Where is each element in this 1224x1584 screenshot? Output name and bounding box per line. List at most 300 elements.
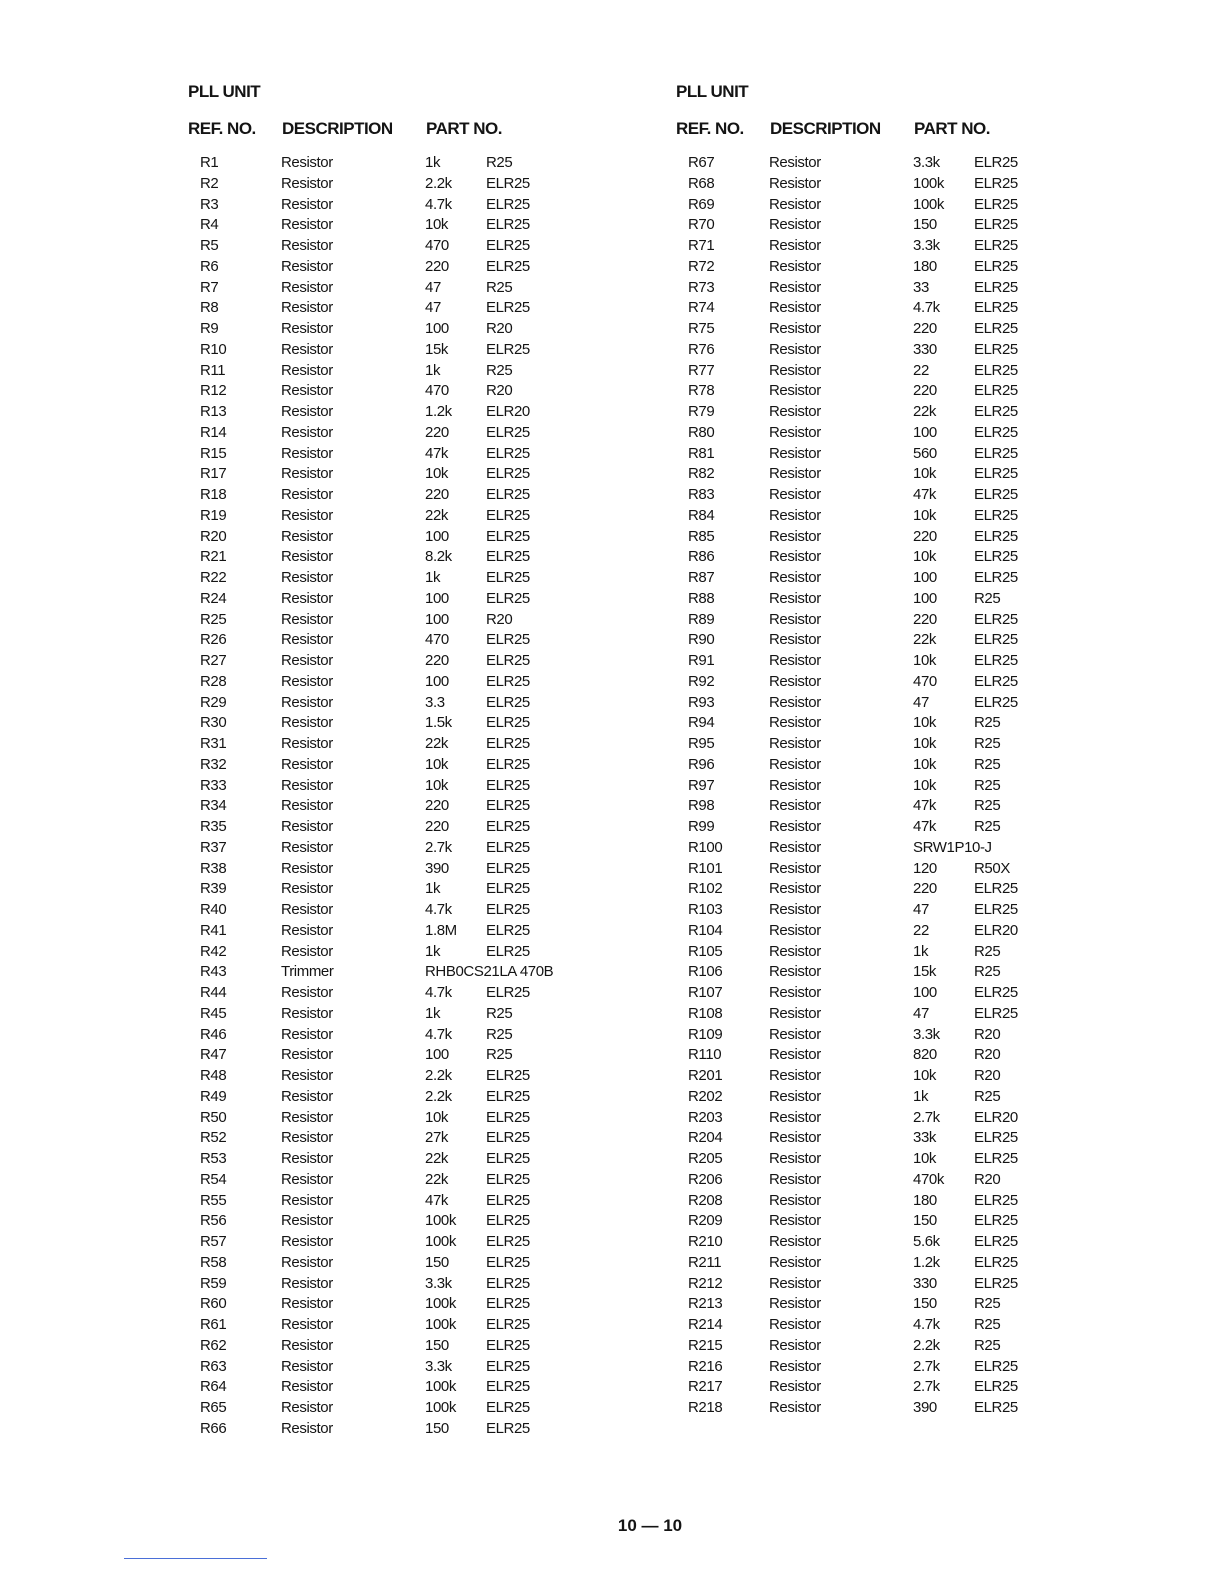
- part-row: [676, 983, 1076, 1004]
- part-no: R20: [486, 382, 513, 400]
- part-no: ELR25: [974, 1274, 1018, 1292]
- value: 47k: [425, 444, 448, 462]
- ref-no: R80: [688, 423, 715, 441]
- value: 330: [913, 1274, 937, 1292]
- ref-no: R76: [688, 340, 715, 358]
- description: Resistor: [769, 1253, 821, 1271]
- part-no: ELR25: [486, 838, 530, 856]
- value: 220: [425, 423, 449, 441]
- value: 220: [425, 818, 449, 835]
- part-row: [188, 485, 588, 506]
- part-no: ELR20: [486, 403, 530, 420]
- part-no: ELR25: [486, 299, 530, 317]
- ref-no: R15: [200, 444, 227, 462]
- ref-no: R41: [200, 921, 227, 939]
- value: 10k: [913, 735, 936, 752]
- part-row: [188, 319, 588, 340]
- part-no: R20: [974, 1046, 1001, 1064]
- value: 100: [913, 984, 937, 1001]
- part-no: R25: [974, 589, 1001, 607]
- value: 120: [913, 859, 937, 877]
- part-no: ELR25: [974, 693, 1018, 711]
- description: Resistor: [769, 1025, 821, 1043]
- part-no: ELR25: [974, 278, 1018, 296]
- part-no: ELR25: [486, 1150, 530, 1167]
- part-no: R25: [974, 776, 1001, 794]
- value: 15k: [425, 340, 448, 358]
- description: Resistor: [769, 880, 821, 898]
- ref-no: R38: [200, 859, 227, 877]
- part-row: [676, 1211, 1076, 1232]
- part-no: ELR25: [974, 1233, 1018, 1250]
- part-no: ELR25: [974, 174, 1018, 192]
- ref-no: R107: [688, 984, 723, 1001]
- part-row: [676, 859, 1076, 880]
- value: 470: [425, 237, 449, 254]
- ref-no: R97: [688, 776, 715, 794]
- ref-no: R43: [200, 963, 227, 981]
- part-no: ELR25: [974, 569, 1018, 586]
- description: Resistor: [769, 901, 821, 918]
- ref-no: R94: [688, 714, 715, 732]
- part-no: R20: [486, 610, 513, 628]
- ref-no: R42: [200, 942, 227, 960]
- part-row: [188, 278, 588, 299]
- value: 220: [913, 320, 937, 337]
- description: Trimmer: [281, 963, 334, 981]
- part-row: [188, 713, 588, 734]
- description: Resistor: [281, 340, 333, 358]
- description: Resistor: [769, 672, 821, 690]
- value: 22k: [425, 735, 448, 752]
- ref-no: R20: [200, 527, 227, 545]
- part-no: ELR25: [486, 340, 530, 358]
- description: Resistor: [281, 257, 333, 275]
- ref-no: R45: [200, 1004, 227, 1022]
- ref-no: R37: [200, 838, 227, 856]
- part-row: [676, 734, 1076, 755]
- description: Resistor: [769, 1399, 821, 1416]
- part-no: ELR25: [974, 901, 1018, 918]
- ref-no: R209: [688, 1212, 723, 1230]
- part-no: ELR25: [486, 1108, 530, 1126]
- description: Resistor: [769, 320, 821, 337]
- part-no: ELR25: [486, 527, 530, 545]
- part-no: R25: [974, 818, 1001, 835]
- part-row: [188, 1357, 588, 1378]
- ref-no: R81: [688, 444, 715, 462]
- description: Resistor: [281, 1212, 333, 1230]
- ref-no: R68: [688, 174, 715, 192]
- description: Resistor: [769, 818, 821, 835]
- part-row: [676, 838, 1076, 859]
- part-no: ELR20: [974, 1108, 1018, 1126]
- ref-no: R26: [200, 631, 227, 649]
- part-no: ELR25: [974, 195, 1018, 213]
- part-no: R20: [974, 1170, 1001, 1188]
- ref-no: R55: [200, 1191, 227, 1209]
- part-row: [676, 527, 1076, 548]
- ref-no: R92: [688, 672, 715, 690]
- part-row: [188, 298, 588, 319]
- ref-no: R78: [688, 382, 715, 400]
- value: 3.3k: [425, 1274, 452, 1292]
- part-no: ELR25: [486, 1087, 530, 1105]
- value: 330: [913, 340, 937, 358]
- part-no: R25: [486, 1004, 513, 1022]
- part-row: [188, 755, 588, 776]
- part-row: [676, 423, 1076, 444]
- description: Resistor: [281, 1233, 333, 1250]
- ref-no: R6: [200, 257, 219, 275]
- value: 4.7k: [425, 901, 452, 918]
- value: 1k: [425, 1004, 441, 1022]
- value: 100: [913, 589, 937, 607]
- value: 220: [913, 610, 937, 628]
- description: Resistor: [769, 735, 821, 752]
- value: 22k: [913, 403, 936, 420]
- part-row: [188, 1398, 588, 1419]
- ref-no: R31: [200, 735, 227, 752]
- part-row: [188, 630, 588, 651]
- part-no: ELR25: [486, 1399, 530, 1416]
- description: Resistor: [281, 818, 333, 835]
- ref-no: R56: [200, 1212, 227, 1230]
- ref-no: R2: [200, 174, 219, 192]
- ref-no: R63: [200, 1357, 227, 1375]
- value: 22k: [425, 1150, 448, 1167]
- description: Resistor: [769, 1046, 821, 1064]
- description: Resistor: [281, 403, 333, 420]
- ref-no: R100: [688, 838, 723, 856]
- description: Resistor: [281, 154, 333, 171]
- description: Resistor: [281, 1274, 333, 1292]
- value: 10k: [913, 1067, 936, 1084]
- value: 180: [913, 1191, 937, 1209]
- ref-no: R32: [200, 755, 227, 773]
- part-no: R25: [974, 755, 1001, 773]
- ref-no: R205: [688, 1150, 723, 1167]
- ref-no: R13: [200, 403, 227, 420]
- value: 150: [913, 1295, 937, 1313]
- description: Resistor: [769, 527, 821, 545]
- part-row: [676, 1045, 1076, 1066]
- part-row: [676, 361, 1076, 382]
- ref-no: R72: [688, 257, 715, 275]
- ref-no: R88: [688, 589, 715, 607]
- value: 100: [425, 1046, 449, 1064]
- part-row: [188, 1149, 588, 1170]
- description: Resistor: [281, 1150, 333, 1167]
- value: 1k: [913, 1087, 929, 1105]
- part-row: [188, 174, 588, 195]
- value: 100k: [913, 174, 944, 192]
- part-row: [188, 1170, 588, 1191]
- value: 470: [913, 672, 937, 690]
- description: Resistor: [769, 403, 821, 420]
- part-row: [188, 817, 588, 838]
- part-no: ELR25: [974, 320, 1018, 337]
- ref-no: R206: [688, 1170, 723, 1188]
- part-no: ELR25: [486, 1357, 530, 1375]
- header-part-no: PART NO.: [426, 119, 502, 138]
- value: 100: [425, 672, 449, 690]
- ref-no: R216: [688, 1357, 723, 1375]
- part-row: [676, 1170, 1076, 1191]
- ref-no: R99: [688, 818, 715, 835]
- part-row: [188, 921, 588, 942]
- value: 150: [913, 216, 937, 234]
- part-row: [188, 879, 588, 900]
- part-row: [676, 921, 1076, 942]
- part-no: ELR25: [486, 465, 530, 483]
- value: 4.7k: [425, 984, 452, 1001]
- part-row: [188, 962, 588, 983]
- description: Resistor: [281, 1295, 333, 1313]
- description: Resistor: [281, 465, 333, 483]
- description: Resistor: [769, 1108, 821, 1126]
- ref-no: R39: [200, 880, 227, 898]
- part-row: [676, 381, 1076, 402]
- description: Resistor: [281, 1067, 333, 1084]
- value: 10k: [425, 755, 448, 773]
- part-no: ELR25: [974, 1378, 1018, 1396]
- ref-no: R105: [688, 942, 723, 960]
- part-row: [188, 1045, 588, 1066]
- description: Resistor: [281, 299, 333, 317]
- part-no: R20: [974, 1067, 1001, 1084]
- part-row: [188, 838, 588, 859]
- description: Resistor: [769, 755, 821, 773]
- part-no: R25: [974, 942, 1001, 960]
- part-row: [676, 153, 1076, 174]
- part-row: [676, 962, 1076, 983]
- description: Resistor: [281, 1336, 333, 1354]
- value: 15k: [913, 963, 936, 981]
- value: 10k: [913, 548, 936, 566]
- description: Resistor: [281, 735, 333, 752]
- part-no: ELR25: [486, 1233, 530, 1250]
- value: 220: [425, 652, 449, 669]
- description: Resistor: [769, 1087, 821, 1105]
- description: Resistor: [281, 237, 333, 254]
- description: Resistor: [769, 652, 821, 669]
- parts-list-right: [676, 78, 1076, 1419]
- part-row: [676, 464, 1076, 485]
- description: Resistor: [281, 1129, 333, 1147]
- part-row: [188, 589, 588, 610]
- parts-list-left: [188, 78, 588, 1440]
- ref-no: R12: [200, 382, 227, 400]
- description: Resistor: [281, 901, 333, 918]
- ref-no: R54: [200, 1170, 227, 1188]
- value: 2.2k: [425, 174, 452, 192]
- part-row: [676, 1149, 1076, 1170]
- ref-no: R67: [688, 154, 715, 171]
- description: Resistor: [281, 880, 333, 898]
- value: 2.7k: [425, 838, 452, 856]
- part-no: ELR25: [486, 1253, 530, 1271]
- ref-no: R108: [688, 1004, 723, 1022]
- description: Resistor: [769, 423, 821, 441]
- ref-no: R204: [688, 1129, 723, 1147]
- value: 390: [913, 1399, 937, 1416]
- value: 10k: [425, 776, 448, 794]
- ref-no: R110: [688, 1046, 722, 1064]
- description: Resistor: [769, 548, 821, 566]
- part-row: [188, 1294, 588, 1315]
- part-no: ELR25: [486, 776, 530, 794]
- part-no: R20: [974, 1025, 1001, 1043]
- part-no: ELR25: [486, 1336, 530, 1354]
- part-row: [676, 1336, 1076, 1357]
- value: 470: [425, 631, 449, 649]
- value: 4.7k: [425, 1025, 452, 1043]
- description: Resistor: [769, 486, 821, 503]
- value: 820: [913, 1046, 937, 1064]
- value: 4.7k: [913, 1316, 940, 1333]
- ref-no: R14: [200, 423, 227, 441]
- description: Resistor: [769, 299, 821, 317]
- description: Resistor: [281, 569, 333, 586]
- value: 390: [425, 859, 449, 877]
- part-no: R25: [974, 1087, 1001, 1105]
- value: 10k: [913, 465, 936, 483]
- value: 100k: [425, 1316, 456, 1333]
- page-number: 10 — 10: [617, 1516, 683, 1535]
- value: 100k: [425, 1212, 456, 1230]
- description: Resistor: [769, 797, 821, 815]
- part-row: [188, 423, 588, 444]
- part-no: ELR25: [486, 257, 530, 275]
- description: Resistor: [281, 382, 333, 400]
- description: Resistor: [769, 1004, 821, 1022]
- ref-no: R86: [688, 548, 715, 566]
- ref-no: R7: [200, 278, 219, 296]
- value: 150: [913, 1212, 937, 1230]
- value: 100: [425, 589, 449, 607]
- part-row: [188, 1191, 588, 1212]
- part-row: [188, 651, 588, 672]
- description: Resistor: [769, 589, 821, 607]
- value: 22k: [913, 631, 936, 649]
- ref-no: R109: [688, 1025, 723, 1043]
- description: Resistor: [281, 1357, 333, 1375]
- part-row: [188, 340, 588, 361]
- value: 33: [913, 278, 929, 296]
- ref-no: R66: [200, 1419, 227, 1437]
- description: Resistor: [769, 154, 821, 171]
- description: Resistor: [281, 444, 333, 462]
- part-no: ELR25: [486, 1191, 530, 1209]
- part-no: R25: [974, 797, 1001, 815]
- part-no: ELR25: [486, 1212, 530, 1230]
- ref-no: R5: [200, 237, 219, 254]
- part-no: ELR25: [974, 880, 1018, 898]
- part-no: ELR25: [486, 652, 530, 669]
- description: Resistor: [281, 589, 333, 607]
- part-no: ELR25: [486, 444, 530, 462]
- part-row: [676, 568, 1076, 589]
- description: Resistor: [281, 859, 333, 877]
- description: Resistor: [769, 174, 821, 192]
- part-row: [676, 900, 1076, 921]
- part-row: [676, 174, 1076, 195]
- description: Resistor: [769, 361, 821, 379]
- value: 150: [425, 1253, 449, 1271]
- ref-no: R17: [200, 465, 227, 483]
- part-no: R25: [486, 361, 513, 379]
- value: 10k: [913, 652, 936, 669]
- part-no: ELR25: [486, 589, 530, 607]
- ref-no: R21: [200, 548, 227, 566]
- part-row: [188, 444, 588, 465]
- header-ref-no: REF. NO.: [188, 119, 256, 138]
- value: 33k: [913, 1129, 936, 1147]
- ref-no: R27: [200, 652, 227, 669]
- description: Resistor: [281, 361, 333, 379]
- part-no: ELR25: [486, 237, 530, 254]
- part-row: [188, 215, 588, 236]
- column-headers: [676, 115, 1076, 143]
- description: Resistor: [769, 714, 821, 732]
- value: 1k: [425, 942, 441, 960]
- part-row: [188, 195, 588, 216]
- ref-no: R8: [200, 299, 219, 317]
- ref-no: R40: [200, 901, 227, 918]
- value: 220: [913, 880, 937, 898]
- description: Resistor: [769, 278, 821, 296]
- part-row: [676, 485, 1076, 506]
- description: Resistor: [769, 1295, 821, 1313]
- ref-no: R217: [688, 1378, 723, 1396]
- part-no: ELR25: [486, 216, 530, 234]
- value: 220: [425, 486, 449, 503]
- ref-no: R49: [200, 1087, 227, 1105]
- ref-no: R96: [688, 755, 715, 773]
- description: Resistor: [281, 610, 333, 628]
- part-no: ELR25: [974, 1004, 1018, 1022]
- ref-no: R47: [200, 1046, 227, 1064]
- description: Resistor: [281, 1191, 333, 1209]
- part-row: [676, 796, 1076, 817]
- part-no: R20: [486, 320, 513, 337]
- description: Resistor: [281, 921, 333, 939]
- part-row: [676, 1025, 1076, 1046]
- value: 150: [425, 1419, 449, 1437]
- description: Resistor: [281, 1046, 333, 1064]
- value: 5.6k: [913, 1233, 940, 1250]
- ref-no: R11: [200, 361, 226, 379]
- description: Resistor: [281, 1004, 333, 1022]
- part-no: ELR25: [974, 1357, 1018, 1375]
- ref-no: R3: [200, 195, 219, 213]
- value: 27k: [425, 1129, 448, 1147]
- value: 220: [913, 382, 937, 400]
- part-no: ELR25: [974, 486, 1018, 503]
- description: Resistor: [769, 1129, 821, 1147]
- ref-no: R53: [200, 1150, 227, 1167]
- ref-no: R95: [688, 735, 715, 752]
- description: Resistor: [769, 465, 821, 483]
- ref-no: R211: [688, 1253, 722, 1271]
- value: 1.2k: [425, 403, 452, 420]
- ref-no: R73: [688, 278, 715, 296]
- description: Resistor: [769, 921, 821, 939]
- part-row: [676, 1004, 1076, 1025]
- ref-no: R70: [688, 216, 715, 234]
- part-no: R25: [486, 154, 513, 171]
